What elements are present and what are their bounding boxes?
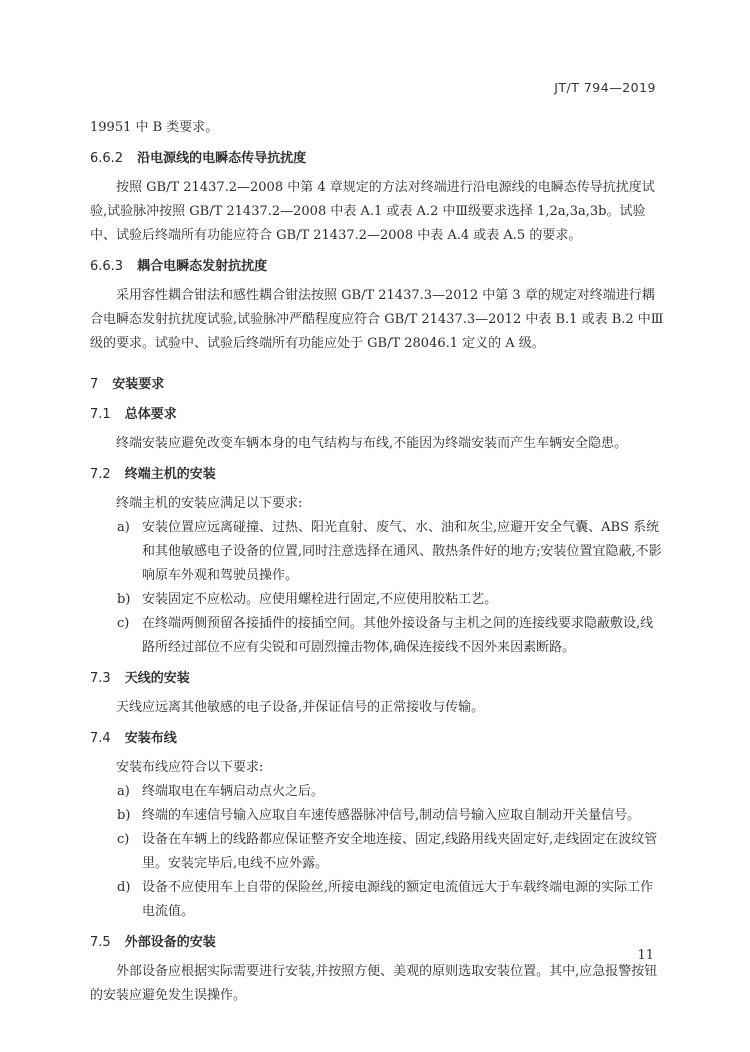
list-item xyxy=(90,804,665,828)
section-title: 外部设备的安装 xyxy=(124,935,216,950)
list-marker: d) xyxy=(117,880,131,895)
list-item-text: 设备不应使用车上自带的保险丝,所接电源线的额定电流值远大于车载终端电源的实际工作电流值。 xyxy=(142,880,654,919)
heading-7 xyxy=(90,374,665,396)
list-item-text: 在终端两侧预留各接插件的接插空间。其他外接设备与主机之间的连接线要求隐蔽敷设,线路所经过部位不应有尖锐和可剧烈撞击物体,确保连接线不因外来因素断路。 xyxy=(142,616,654,655)
heading-7-4 xyxy=(90,728,665,750)
list-marker: a) xyxy=(117,784,130,799)
paragraph-6-6-3: 采用容性耦合钳法和感性耦合钳法按照 GB/T 21437.3—2012 中第 3 章的规定对终端进行耦合电瞬态发射抗扰度试验,试验脉冲严酷程度应符合 GB/T 21437.3—2012 中表 B.1 或表 B.2 中Ⅲ级的要求。试验中、试验后终端所有功能应处于 GB/T 28046.1 定义的 A 级。 xyxy=(90,288,664,351)
section-number: 7.1 xyxy=(90,407,111,422)
list-item-text: 安装固定不应松动。应使用螺栓进行固定,不应使用胶粘工艺。 xyxy=(142,592,498,607)
heading-7-3 xyxy=(90,668,665,690)
list-item xyxy=(90,516,665,588)
continuation-text: 19951 中 B 类要求。 xyxy=(90,120,219,135)
heading-6-6-2 xyxy=(90,148,665,170)
list-7-2 xyxy=(90,516,665,660)
paragraph-7-5: 外部设备应根据实际需要进行安装,并按照方便、美观的原则选取安装位置。其中,应急报警按钮的安装应避免发生误操作。 xyxy=(90,964,658,1003)
list-7-4 xyxy=(90,780,665,924)
section-number: 6.6.3 xyxy=(90,259,124,274)
page-content xyxy=(90,110,665,1008)
section-title: 总体要求 xyxy=(124,407,177,422)
heading-7-1 xyxy=(90,404,665,426)
section-title: 安装要求 xyxy=(112,377,165,392)
list-marker: c) xyxy=(117,616,130,631)
list-marker: a) xyxy=(117,520,130,535)
list-marker: b) xyxy=(117,808,131,823)
list-item-text: 设备在车辆上的线路都应保证整齐安全地连接、固定,线路用线夹固定好,走线固定在波纹管里。安装完毕后,电线不应外露。 xyxy=(142,832,658,871)
section-title: 耦合电瞬态发射抗扰度 xyxy=(137,259,268,274)
list-marker: c) xyxy=(117,832,130,847)
list-item-text: 终端取电在车辆启动点火之后。 xyxy=(142,784,325,799)
section-number: 6.6.2 xyxy=(90,151,124,166)
heading-7-2 xyxy=(90,464,665,486)
list-item xyxy=(90,876,665,924)
list-marker: b) xyxy=(117,592,131,607)
list-item xyxy=(90,828,665,876)
list-item xyxy=(90,588,665,612)
page-number: 11 xyxy=(637,948,654,963)
section-number: 7 xyxy=(90,377,99,392)
list-item-text: 安装位置应远离碰撞、过热、阳光直射、废气、水、油和灰尘,应避开安全气囊、ABS 系统和其他敏感电子设备的位置,同时注意选择在通风、散热条件好的地方;安装位置宜隐蔽,不影响原车外观和驾驶员操作。 xyxy=(142,520,662,583)
intro-7-2: 终端主机的安装应满足以下要求: xyxy=(116,496,303,511)
section-number: 7.3 xyxy=(90,671,111,686)
section-number: 7.2 xyxy=(90,467,111,482)
section-title: 天线的安装 xyxy=(124,671,190,686)
standard-code: JT/T 794—2019 xyxy=(554,80,656,95)
section-title: 沿电源线的电瞬态传导抗扰度 xyxy=(137,151,307,166)
paragraph-7-3: 天线应远离其他敏感的电子设备,并保证信号的正常接收与传输。 xyxy=(116,700,485,715)
paragraph-7-1: 终端安装应避免改变车辆本身的电气结构与布线,不能因为终端安装而产生车辆安全隐患。 xyxy=(116,436,628,451)
list-item-text: 终端的车速信号输入应取自车速传感器脉冲信号,制动信号输入应取自制动开关量信号。 xyxy=(142,808,641,823)
paragraph-6-6-2: 按照 GB/T 21437.2—2008 中第 4 章规定的方法对终端进行沿电源线的电瞬态传导抗扰度试验,试验脉冲按照 GB/T 21437.2—2008 中表 A.1 或表 A.2 中Ⅲ级要求选择 1,2a,3a,3b。试验中、试验后终端所有功能应符合 GB/T 21437.2—2008 中表 A.4 或表 A.5 的要求。 xyxy=(90,180,655,243)
list-item xyxy=(90,612,665,660)
heading-7-5 xyxy=(90,932,665,954)
list-item xyxy=(90,780,665,804)
section-title: 安装布线 xyxy=(124,731,177,746)
section-number: 7.4 xyxy=(90,731,111,746)
heading-6-6-3 xyxy=(90,256,665,278)
intro-7-4: 安装布线应符合以下要求: xyxy=(116,760,264,775)
section-number: 7.5 xyxy=(90,935,111,950)
section-title: 终端主机的安装 xyxy=(124,467,216,482)
